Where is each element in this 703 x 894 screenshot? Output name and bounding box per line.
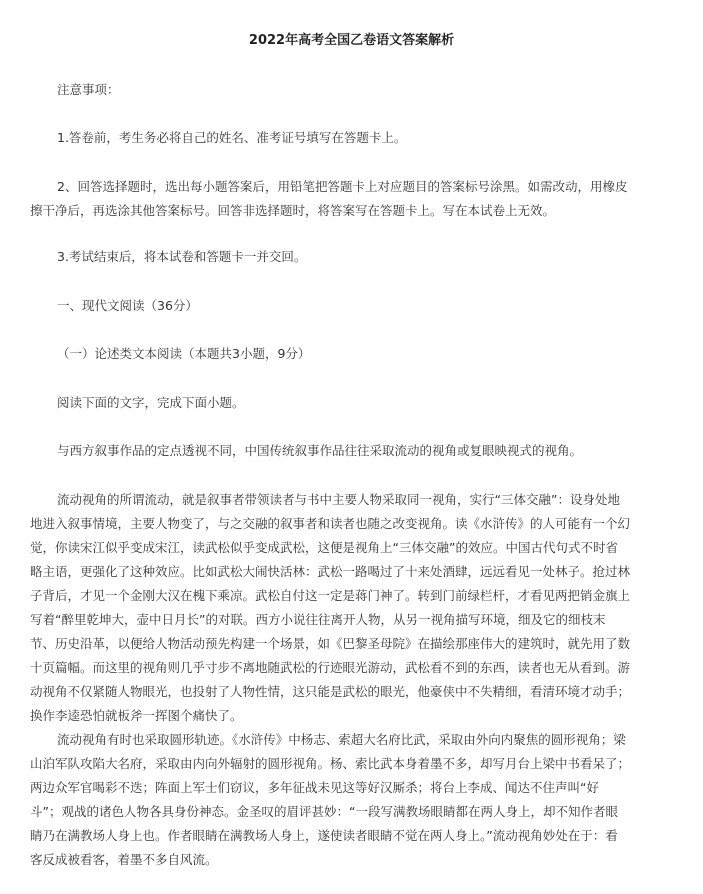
passage-line: 山泊军队攻陷大名府，采取由内向外辐射的圆形视角。杨、索比武本身着墨不多，却写月台上梁中书看呆了； [30, 756, 631, 771]
notice-item-2 [30, 175, 628, 223]
passage-paragraph-intro: 与西方叙事作品的定点透视不同，中国传统叙事作品往往采取流动的视角或复眼映视式的视角。 [57, 443, 583, 458]
passage-line: 流动视角的所谓流动，就是叙事者带领读者与书中主要人物采取同一视角，实行“三体交融”：设身处地 [57, 492, 620, 507]
subsection-heading: （一）论述类文本阅读（本题共3小题，9分） [57, 346, 311, 361]
passage-line: 略主语，更强化了这种效应。比如武松大闹快活林：武松一路喝过了十来处酒肆，远远看见一处林子。抢过林 [30, 564, 631, 579]
passage-line: 觉，你读宋江似乎变成宋江，读武松似乎变成武松，这便是视角上“三体交融”的效应。中国古代句式不时省 [30, 540, 618, 555]
notice-item-2-line: 2、回答选择题时，选出每小题答案后，用铅笔把答题卡上对应题目的答案标号涂黑。如需改动，用橡皮 [57, 179, 628, 194]
passage-line: 节、历史沿革，以便给人物活动预先构建一个场景，如《巴黎圣母院》在描绘那座伟大的建筑时，就先用了数 [30, 636, 631, 651]
passage-line: 流动视角有时也采取圆形轨迹。《水浒传》中杨志、索超大名府比武，采取由外向内聚焦的圆形视角；梁 [57, 732, 626, 747]
passage-paragraph-circle [30, 728, 630, 872]
passage-line: 写着“醉里乾坤大，壶中日月长”的对联。西方小说往往离开人物，从另一视角描写环境，细及它的细枝末 [30, 612, 606, 627]
passage-line: 斗”；观战的诸色人物各具身份神态。金圣叹的眉评甚妙：“一段写满教场眼睛都在两人身上，却不知作者眼 [30, 804, 618, 819]
passage-line: 子背后，才见一个金刚大汉在槐下乘凉。武松自付这一定是蒋门神了。转到门前绿栏杆，才看见两把销金旗上 [30, 588, 631, 603]
passage-line: 动视角不仅紧随人物眼光，也投射了人物性情，这只能是武松的眼光，他豪侠中不失精细，看清环境才动手； [30, 684, 631, 699]
page-title: 2022年高考全国乙卷语文答案解析 [248, 33, 455, 48]
passage-line: 十页篇幅。而这里的视角则几乎寸步不离地随武松的行迹眼光游动，武松看不到的东西，读者也无从看到。游 [30, 660, 631, 675]
section-heading: 一、现代文阅读（36分） [57, 298, 198, 313]
reading-instruction: 阅读下面的文字，完成下面小题。 [57, 395, 245, 410]
notice-item-1: 1.答卷前，考生务必将自己的姓名、准考证号填写在答题卡上。 [57, 130, 407, 145]
notice-item-2-line: 擦干净后，再选涂其他答案标号。回答非选择题时，将答案写在答题卡上。写在本试卷上无效。 [30, 203, 556, 218]
passage-line: 两边众军官喝彩不迭；阵面上军士们窃议，多年征战未见这等好汉厮杀；将台上李成、闻达不住声叫“好 [30, 780, 599, 795]
passage-line: 地进入叙事情境，主要人物变了，与之交融的叙事者和读者也随之改变视角。读《水浒传》的人可能有一个幻 [30, 516, 631, 531]
passage-line: 客反成被看客，着墨不多自风流。 [30, 852, 218, 867]
passage-line: 换作李逵恐怕就板斧一挥图个痛快了。 [30, 708, 243, 723]
notice-heading: 注意事项： [57, 82, 120, 97]
notice-item-3: 3.考试结束后，将本试卷和答题卡一并交回。 [57, 249, 307, 264]
passage-line: 睛乃在满教场人身上也。作者眼睛在满教场人身上，遂使读者眼睛不觉在两人身上。”流动视角妙处在于：看 [30, 828, 618, 843]
passage-paragraph-flow [30, 488, 630, 728]
